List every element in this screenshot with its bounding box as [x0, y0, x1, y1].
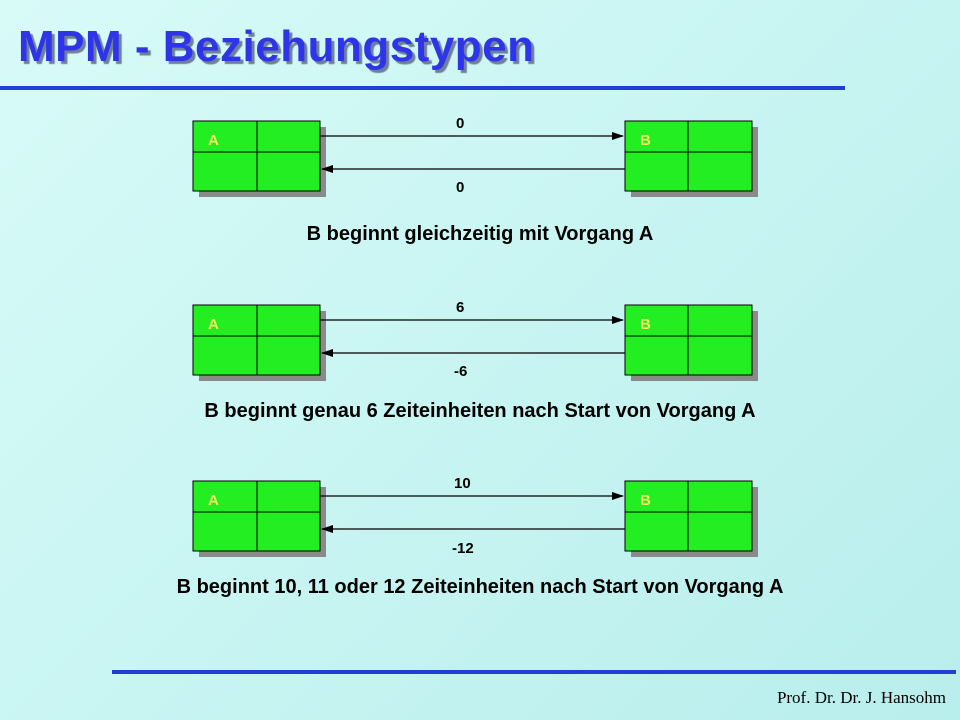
node-a-label: A: [208, 492, 219, 509]
page-title: MPM - Beziehungstypen: [18, 22, 535, 71]
backward-weight: -12: [452, 540, 474, 557]
node-a-box: [193, 305, 326, 381]
node-a-label: A: [208, 132, 219, 149]
node-b-label: B: [640, 132, 651, 149]
node-b-label: B: [640, 492, 651, 509]
forward-weight: 10: [454, 475, 471, 492]
node-b-box: [625, 305, 758, 381]
node-a-box: [193, 481, 326, 557]
relation-3-caption: B beginnt 10, 11 oder 12 Zeiteinheiten nach Start von Vorgang A: [176, 576, 784, 598]
node-b-box: [625, 121, 758, 197]
relation-2-caption: B beginnt genau 6 Zeiteinheiten nach Start von Vorgang A: [204, 400, 756, 422]
node-b-box: [625, 481, 758, 557]
relation-1: [193, 115, 758, 197]
forward-weight: 6: [456, 299, 465, 316]
node-a-box: [193, 121, 326, 197]
footer-rule: [112, 670, 956, 674]
footer-author: Prof. Dr. Dr. J. Hansohm: [776, 688, 946, 707]
relation-1-caption: B beginnt gleichzeitig mit Vorgang A: [306, 223, 654, 245]
node-b-label: B: [640, 316, 651, 333]
relation-3: [193, 475, 758, 557]
relation-2: [193, 299, 758, 381]
backward-weight: 0: [456, 179, 465, 196]
backward-weight: -6: [454, 363, 468, 380]
node-a-label: A: [208, 316, 219, 333]
forward-weight: 0: [456, 115, 465, 132]
